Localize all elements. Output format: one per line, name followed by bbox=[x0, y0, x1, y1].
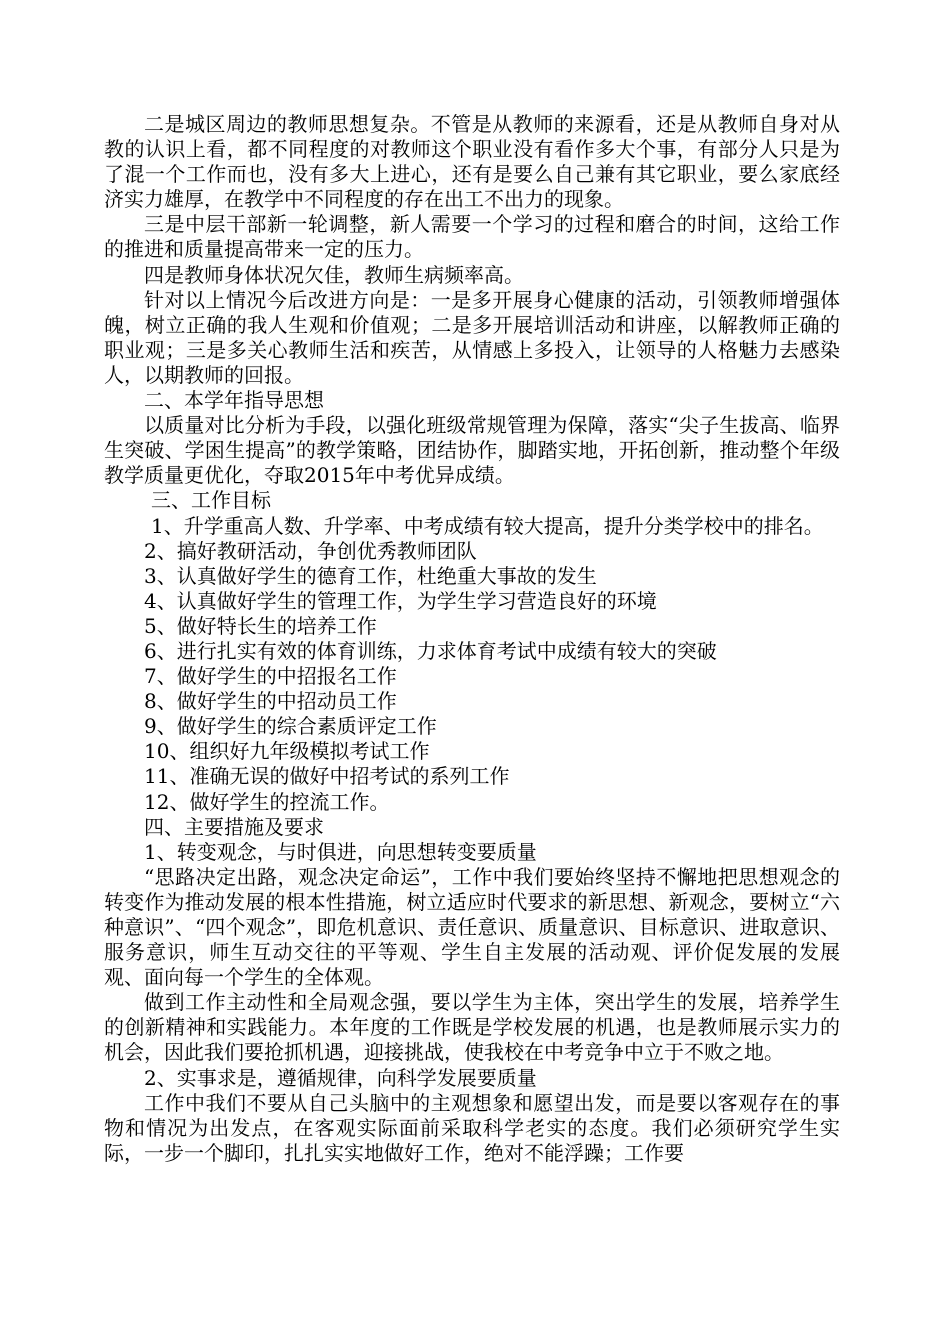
goal-item-11: 11、准确无误的做好中招考试的系列工作 bbox=[144, 764, 510, 789]
paragraph-scientific-approach: 工作中我们不要从自己头脑中的主观想象和愿望出发，而是要以客观存在的事物和情况为出发点，在客观实际面前采取科学老实的态度。我们必须研究学生实际，一步一个脚印，扎扎实实地做好工作，绝对不能浮躁；工作要 bbox=[104, 1090, 840, 1165]
goal-item-1: 1、升学重高人数、升学率、中考成绩有较大提高，提升分类学校中的排名。 bbox=[151, 513, 824, 538]
goal-item-10: 10、组织好九年级模拟考试工作 bbox=[144, 739, 430, 764]
paragraph-initiative: 做到工作主动性和全局观念强，要以学生为主体，突出学生的发展，培养学生的创新精神和实践能力。本年度的工作既是学校发展的机遇，也是教师展示实力的机会，因此我们要抢抓机遇，迎接挑战，使我校在中考竞争中立于不败之地。 bbox=[104, 990, 840, 1065]
goal-item-8: 8、做好学生的中招动员工作 bbox=[144, 689, 397, 714]
measure-heading-2: 2、实事求是，遵循规律，向科学发展要质量 bbox=[144, 1065, 537, 1090]
goal-item-12: 12、做好学生的控流工作。 bbox=[144, 789, 390, 814]
goal-item-4: 4、认真做好学生的管理工作，为学生学习营造良好的环境 bbox=[144, 588, 657, 613]
paragraph-mindset-change: “思路决定出路，观念决定命运”，工作中我们要始终坚持不懈地把思想观念的转变作为推动发展的根本性措施，树立适应时代要求的新思想、新观念，要树立“六种意识”、“四个观念”，即危机意识、责任意识、质量意识、目标意识、进取意识、服务意识，师生互动交往的平等观、学生自主发展的活动观、评价促发展的发展观、面向每一个学生的全体观。 bbox=[104, 864, 840, 990]
goal-item-6: 6、进行扎实有效的体育训练，力求体育考试中成绩有较大的突破 bbox=[144, 638, 717, 663]
paragraph-teacher-thinking: 二是城区周边的教师思想复杂。不管是从教师的来源看，还是从教师自身对从教的认识上看，都不同程度的对教师这个职业没有看作多大个事，有部分人只是为了混一个工作而也，没有多大上进心，还有是要么自己兼有其它职业，要么家底经济实力雄厚，在教学中不同程度的存在出工不出力的现象。 bbox=[104, 112, 840, 212]
section-heading-guiding-ideology: 二、本学年指导思想 bbox=[144, 388, 324, 413]
goal-item-2: 2、搞好教研活动，争创优秀教师团队 bbox=[144, 538, 477, 563]
paragraph-teacher-health: 四是教师身体状况欠佳，教师生病频率高。 bbox=[144, 262, 524, 287]
measure-heading-1: 1、转变观念，与时俱进，向思想转变要质量 bbox=[144, 839, 537, 864]
section-heading-measures: 四、主要措施及要求 bbox=[144, 814, 324, 839]
paragraph-cadre-adjustment: 三是中层干部新一轮调整，新人需要一个学习的过程和磨合的时间，这给工作的推进和质量提高带来一定的压力。 bbox=[104, 212, 840, 262]
document-page bbox=[104, 112, 840, 1166]
section-heading-work-goals: 三、工作目标 bbox=[151, 488, 271, 513]
goal-item-7: 7、做好学生的中招报名工作 bbox=[144, 664, 397, 689]
goal-item-3: 3、认真做好学生的德育工作，杜绝重大事故的发生 bbox=[144, 563, 597, 588]
paragraph-improvement-direction: 针对以上情况今后改进方向是：一是多开展身心健康的活动，引领教师增强体魄，树立正确的我人生观和价值观；二是多开展培训活动和讲座，以解教师正确的职业观；三是多关心教师生活和疾苦，从情感上多投入，让领导的人格魅力去感染人，以期教师的回报。 bbox=[104, 287, 840, 387]
goal-item-9: 9、做好学生的综合素质评定工作 bbox=[144, 714, 437, 739]
goal-item-5: 5、做好特长生的培养工作 bbox=[144, 613, 377, 638]
paragraph-guiding-ideology: 以质量对比分析为手段，以强化班级常规管理为保障，落实“尖子生拔高、临界生突破、学困生提高”的教学策略，团结协作，脚踏实地，开拓创新，推动整个年级教学质量更优化，夺取2015年中考优异成绩。 bbox=[104, 413, 840, 488]
